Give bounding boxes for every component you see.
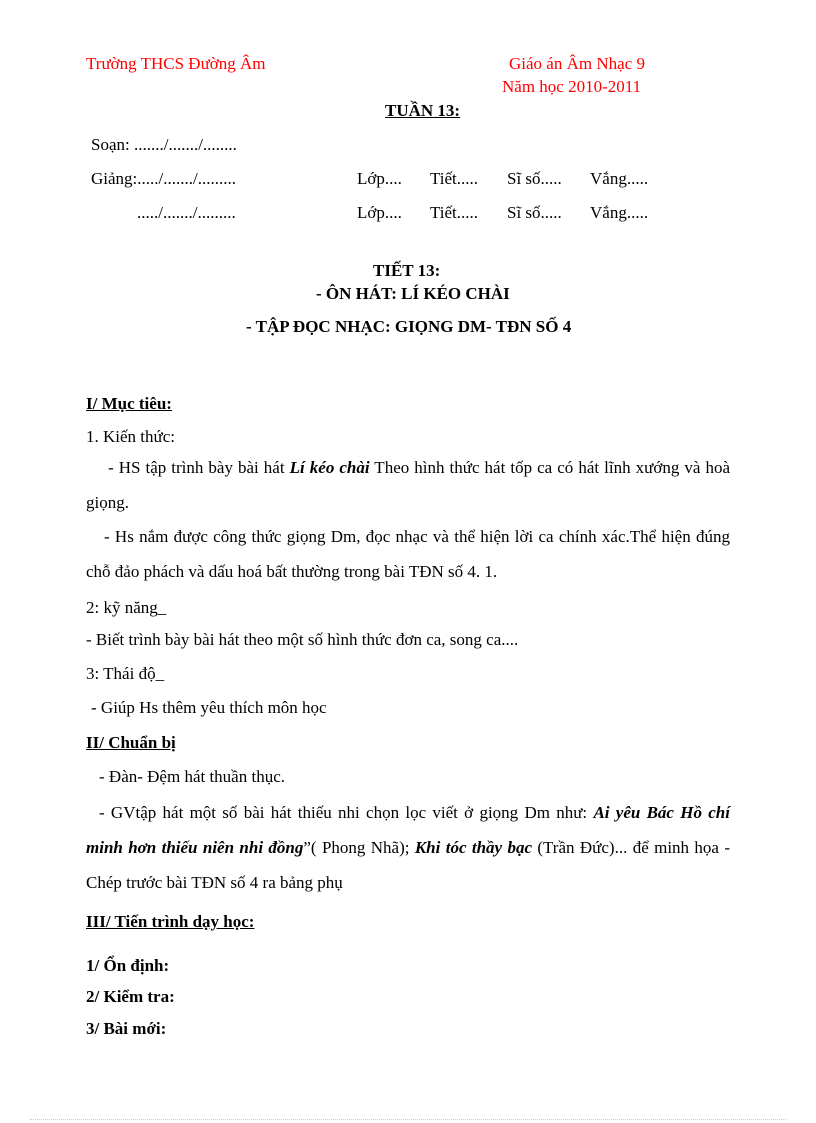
knowledge-label: 1. Kiến thức:	[86, 427, 176, 446]
teach-date-1: Giảng:...../......./.........	[91, 169, 236, 188]
preparation-item-1: - Đàn- Đệm hát thuần thục.	[99, 767, 285, 786]
objectives-heading: I/ Mục tiêu:	[86, 394, 172, 413]
topic-sight-reading: - TẬP ĐỌC NHẠC: GIỌNG DM- TĐN SỐ 4	[246, 317, 572, 336]
period-title: TIẾT 13:	[373, 261, 441, 280]
period-field-2: Tiết.....	[430, 203, 479, 222]
song-name-khi-toc-thay-bac: Khi tóc thầy bạc	[414, 838, 532, 857]
class-field-1: Lớp....	[357, 169, 402, 188]
prepare-date: Soạn: ......./......./........	[91, 135, 237, 154]
page-bottom-border	[30, 1119, 786, 1120]
subject-title: Giáo án Âm Nhạc 9	[509, 54, 645, 73]
period-field-1: Tiết.....	[430, 169, 479, 188]
process-heading: III/ Tiến trình dạy học:	[86, 912, 255, 931]
knowledge-item-2: - Hs nắm được công thức giọng Dm, đọc nhạc và thể hiện lời ca chính xác.Thể hiện đúng chỗ đảo phách và dấu hoá bất thường trong bài TĐN số 4. 1.	[86, 527, 730, 581]
week-title: TUẦN 13:	[385, 101, 461, 120]
class-field-2: Lớp....	[357, 203, 402, 222]
attitude-label: 3: Thái độ_	[86, 664, 165, 683]
school-year: Năm học 2010-2011	[502, 77, 642, 96]
school-name: Trường THCS Đường Âm	[86, 54, 266, 73]
song-name-ai-yeu-bac-ho: Ai yêu Bác Hồ chí minh hơn thiếu niên nhi đồng	[86, 803, 730, 857]
preparation-heading: II/ Chuẩn bị	[86, 733, 176, 752]
step-check: 2/ Kiểm tra:	[86, 987, 175, 1006]
absent-field-1: Vắng.....	[590, 169, 649, 188]
topic-review-song: - ÔN HÁT: LÍ KÉO CHÀI	[316, 284, 510, 303]
attitude-text: - Giúp Hs thêm yêu thích môn học	[91, 698, 327, 717]
step-new-lesson: 3/ Bài mới:	[86, 1019, 167, 1038]
attendance-field-2: Sĩ số.....	[507, 203, 562, 222]
skill-text: - Biết trình bày bài hát theo một số hình thức đơn ca, song ca....	[86, 630, 519, 649]
attendance-field-1: Sĩ số.....	[507, 169, 562, 188]
step-stabilize: 1/ Ổn định:	[86, 956, 170, 975]
preparation-item-2: - GVtập hát một số bài hát thiếu nhi chọn lọc viết ở giọng Dm như: Ai yêu Bác Hồ chí minh hơn thiếu niên nhi đồng”( Phong Nhã); Khi tóc thầy bạc (Trần Đức)... để minh họa - Chép trước bài TĐN số 4 ra bảng phụ	[86, 803, 730, 892]
skill-label: 2: kỹ năng_	[86, 598, 167, 617]
knowledge-item-1: - HS tập trình bày bài hát Lí kéo chài Theo hình thức hát tốp ca có hát lĩnh xướng và hoà giọng.	[86, 458, 730, 512]
song-name-li-keo-chai: Lí kéo chài	[289, 458, 370, 477]
absent-field-2: Vắng.....	[590, 203, 649, 222]
teach-date-2: ...../......./.........	[137, 203, 236, 222]
